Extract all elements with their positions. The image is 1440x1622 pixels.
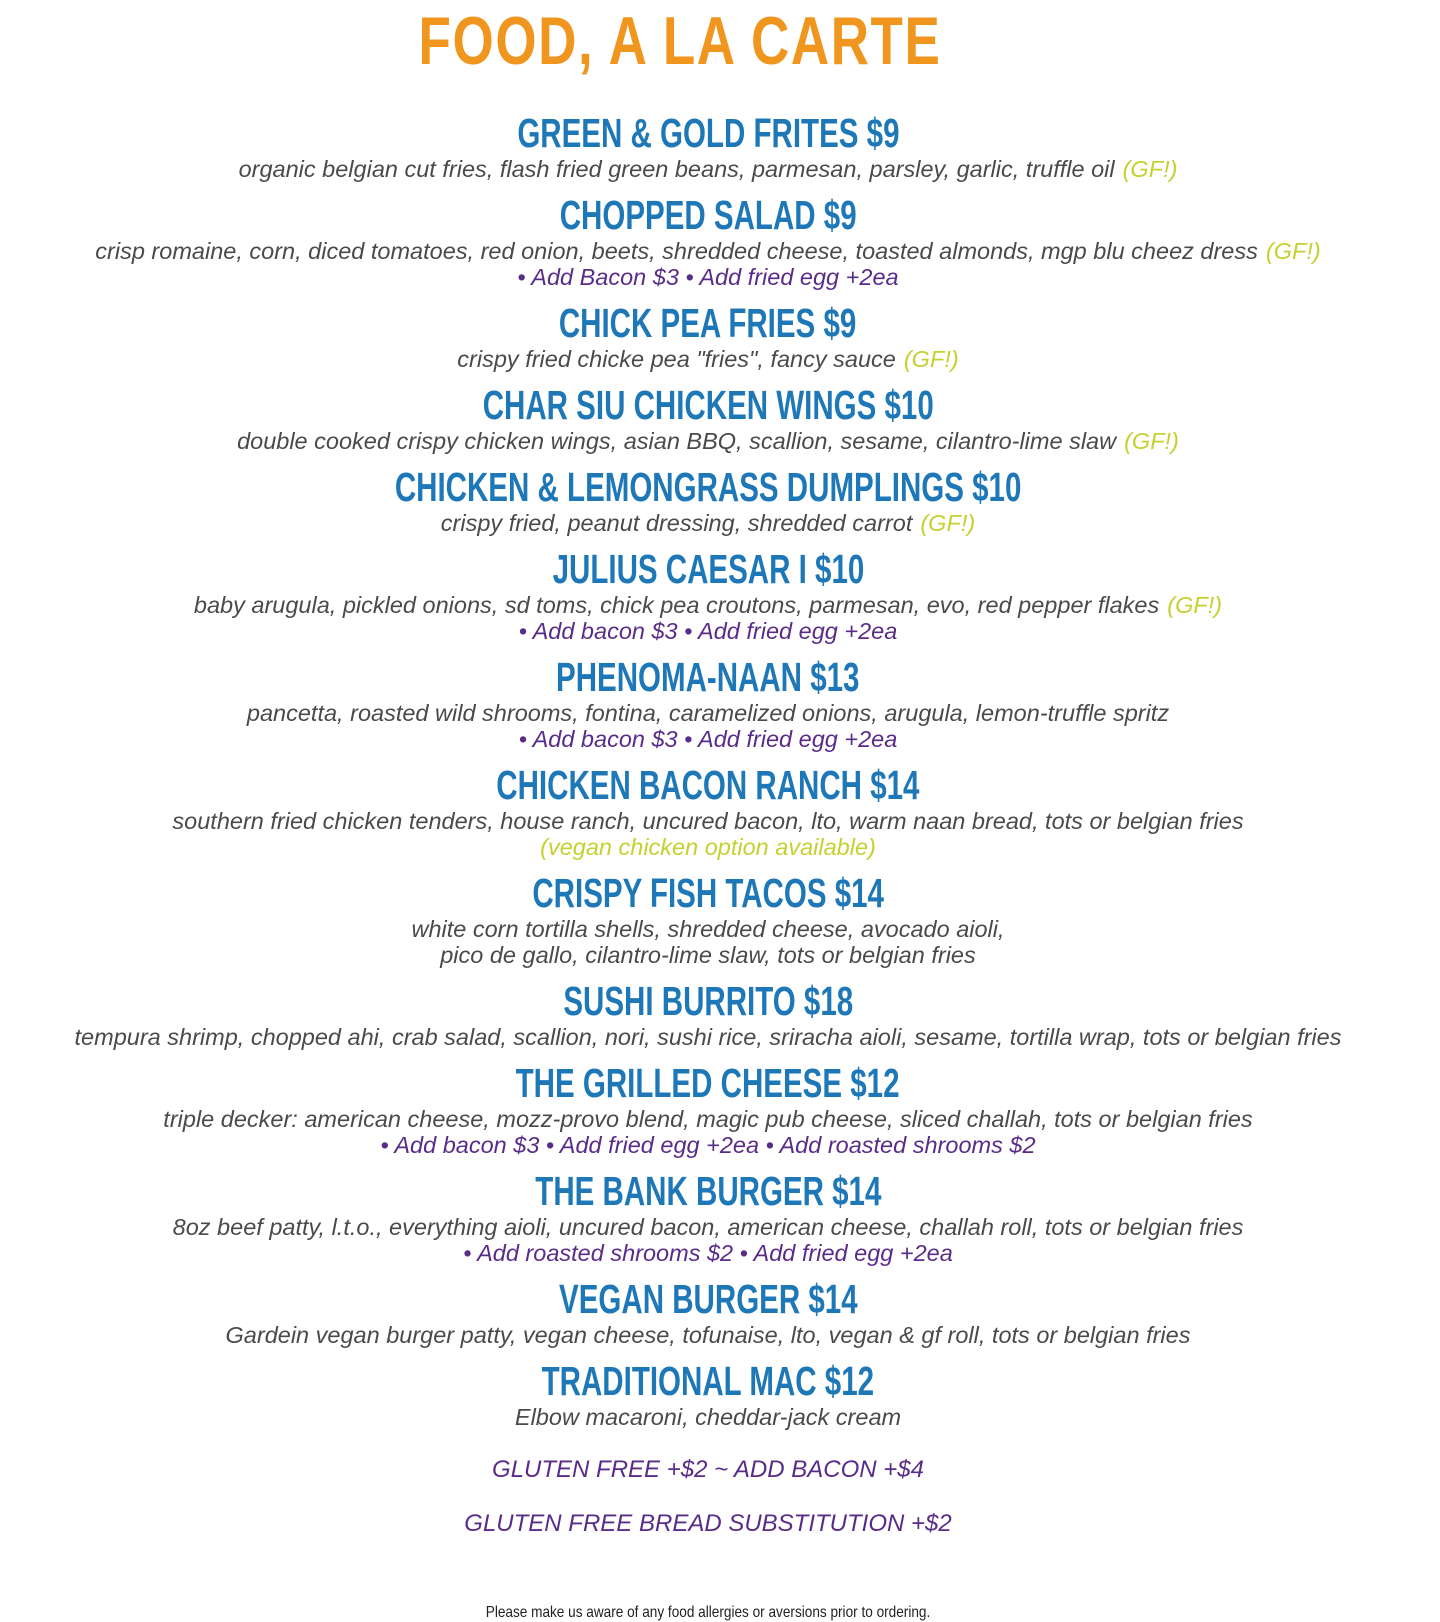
menu-item-description: pico de gallo, cilantro-lime slaw, tots or belgian fries bbox=[440, 942, 976, 968]
menu-item-description: southern fried chicken tenders, house ranch, uncured bacon, lto, warm naan bread, tots or belgian fries bbox=[172, 808, 1244, 834]
menu-item bbox=[0, 300, 1416, 372]
menu-item-description: pancetta, roasted wild shrooms, fontina, caramelized onions, arugula, lemon-truffle spritz bbox=[246, 700, 1170, 726]
menu-item-description: triple decker: american cheese, mozz-provo blend, magic pub cheese, sliced challah, tots or belgian fries bbox=[163, 1106, 1253, 1132]
menu-item-name: PHENOMA-NAAN $13 bbox=[556, 654, 860, 700]
menu-item bbox=[0, 464, 1416, 536]
menu-item-addons: • Add bacon $3 • Add fried egg +2ea • Add roasted shrooms $2 bbox=[380, 1132, 1036, 1158]
menu-item bbox=[0, 382, 1416, 454]
menu-item-addons: • Add Bacon $3 • Add fried egg +2ea bbox=[517, 264, 899, 290]
menu-item bbox=[0, 1276, 1416, 1348]
surcharge-note: GLUTEN FREE +$2 ~ ADD BACON +$4 bbox=[492, 1456, 924, 1483]
gluten-free-badge: (GF!) bbox=[920, 510, 976, 536]
menu-item bbox=[0, 192, 1416, 290]
menu-item-description: Gardein vegan burger patty, vegan cheese, tofunaise, lto, vegan & gf roll, tots or belgian fries bbox=[225, 1322, 1191, 1348]
menu-item-name: TRADITIONAL MAC $12 bbox=[541, 1358, 875, 1404]
menu-item bbox=[0, 1168, 1416, 1266]
menu-item-name: THE BANK BURGER $14 bbox=[534, 1168, 882, 1214]
menu-item-name: THE GRILLED CHEESE $12 bbox=[516, 1060, 900, 1106]
menu-item bbox=[0, 110, 1416, 182]
menu-item-note: (vegan chicken option available) bbox=[540, 834, 876, 860]
menu-item-addons: • Add bacon $3 • Add fried egg +2ea bbox=[518, 726, 898, 752]
gluten-free-badge: (GF!) bbox=[1265, 238, 1321, 264]
menu-item bbox=[0, 546, 1416, 644]
gluten-free-badge: (GF!) bbox=[1122, 156, 1178, 182]
menu-item bbox=[0, 654, 1416, 752]
menu-item-name: VEGAN BURGER $14 bbox=[558, 1276, 858, 1322]
menu-item bbox=[0, 978, 1416, 1050]
gluten-free-badge: (GF!) bbox=[903, 346, 959, 372]
menu-item-description: crispy fried, peanut dressing, shredded carrot (GF!) bbox=[440, 510, 976, 536]
menu-item-description: organic belgian cut fries, flash fried green beans, parmesan, parsley, garlic, truffle oil (GF!) bbox=[238, 156, 1178, 182]
menu-list bbox=[0, 110, 1416, 1538]
menu-item bbox=[0, 1358, 1416, 1430]
surcharge-note: GLUTEN FREE BREAD SUBSTITUTION +$2 bbox=[464, 1510, 952, 1537]
menu-item-description: double cooked crispy chicken wings, asian BBQ, scallion, sesame, cilantro-lime slaw (GF!) bbox=[237, 428, 1179, 454]
menu-item-name: CHICKEN BACON RANCH $14 bbox=[496, 762, 920, 808]
menu-item bbox=[0, 1060, 1416, 1158]
menu-item-name: SUSHI BURRITO $18 bbox=[563, 978, 853, 1024]
menu-title: FOOD, A LA CARTE bbox=[418, 3, 942, 79]
menu-item-name: CHOPPED SALAD $9 bbox=[559, 192, 857, 238]
menu-item-addons: • Add bacon $3 • Add fried egg +2ea bbox=[518, 618, 898, 644]
menu-item-name: CRISPY FISH TACOS $14 bbox=[532, 870, 884, 916]
menu-item-description: tempura shrimp, chopped ahi, crab salad, scallion, nori, sushi rice, sriracha aioli, sesame, tortilla wrap, tots or belgian fries bbox=[74, 1024, 1342, 1050]
menu-item-name: CHICKEN & LEMONGRASS DUMPLINGS $10 bbox=[394, 464, 1022, 510]
menu-item-addons: • Add roasted shrooms $2 • Add fried egg +2ea bbox=[463, 1240, 953, 1266]
menu-item-name: GREEN & GOLD FRITES $9 bbox=[516, 110, 900, 156]
allergy-notice: Please make us aware of any food allergies or aversions prior to ordering. bbox=[485, 1604, 931, 1621]
menu-item-description: white corn tortilla shells, shredded cheese, avocado aioli, bbox=[411, 916, 1005, 942]
menu-item-name: CHAR SIU CHICKEN WINGS $10 bbox=[482, 382, 934, 428]
menu-item-description: crisp romaine, corn, diced tomatoes, red onion, beets, shredded cheese, toasted almonds, mgp blu cheez dress (GF!) bbox=[95, 238, 1321, 264]
menu-item bbox=[0, 762, 1416, 860]
gluten-free-badge: (GF!) bbox=[1167, 592, 1223, 618]
menu-item-description: crispy fried chicke pea "fries", fancy sauce (GF!) bbox=[457, 346, 959, 372]
menu-item-name: CHICK PEA FRIES $9 bbox=[559, 300, 857, 346]
menu-item-name: JULIUS CAESAR I $10 bbox=[552, 546, 864, 592]
menu-item bbox=[0, 870, 1416, 968]
menu-item-description: baby arugula, pickled onions, sd toms, chick pea croutons, parmesan, evo, red pepper flakes (GF!) bbox=[193, 592, 1223, 618]
menu-item-description: Elbow macaroni, cheddar-jack cream bbox=[514, 1404, 902, 1430]
gluten-free-badge: (GF!) bbox=[1124, 428, 1179, 454]
menu-item-description: 8oz beef patty, l.t.o., everything aioli, uncured bacon, american cheese, challah roll, tots or belgian fries bbox=[172, 1214, 1244, 1240]
